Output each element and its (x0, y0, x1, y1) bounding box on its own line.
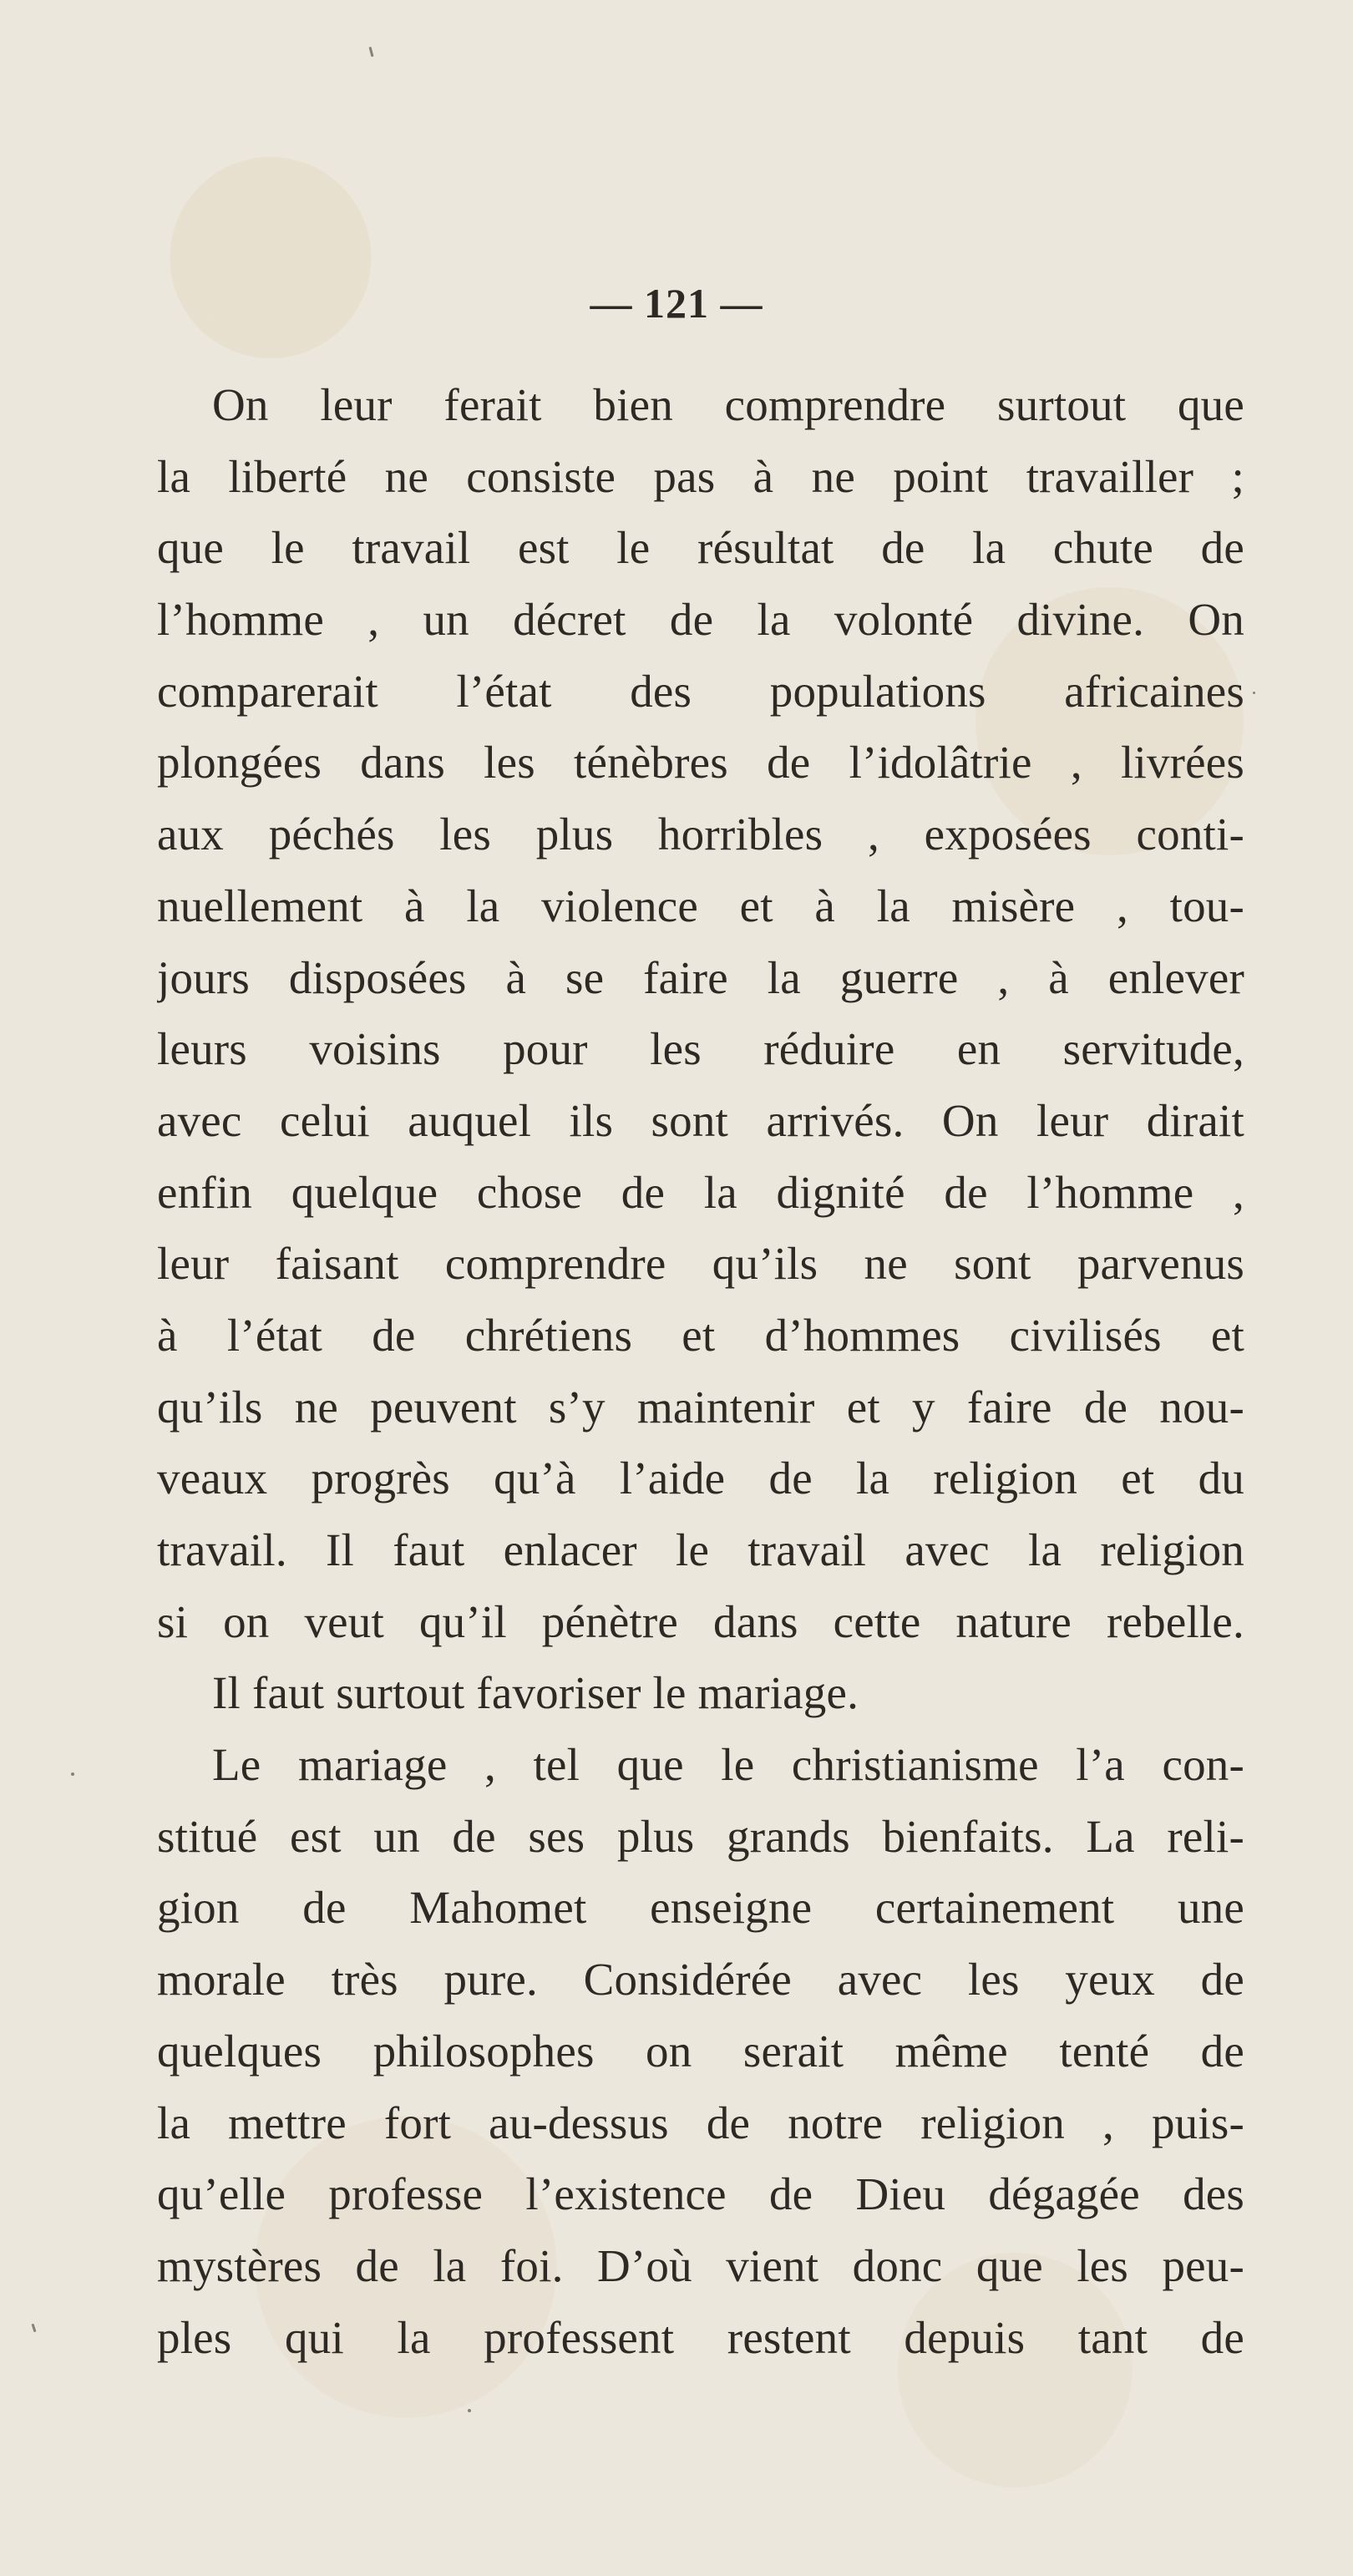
text-line: plongées dans les ténèbres de l’idolâtrie , livrées (157, 737, 1244, 789)
text-line: aux péchés les plus horribles , exposées conti- (157, 809, 1244, 860)
text-line: mystères de la foi. D’où vient donc que les peu- (157, 2239, 1244, 2291)
text-line: qu’elle professe l’existence de Dieu dégagée des (157, 2168, 1244, 2220)
paper-mark (32, 2324, 37, 2332)
text-line: On leur ferait bien comprendre surtout que (212, 379, 1244, 430)
text-line: ples qui la professent restent depuis tant de (157, 2311, 1244, 2363)
text-line: jours disposées à se faire la guerre , à enlever (157, 951, 1244, 1003)
text-line: l’homme , un décret de la volonté divine. On (157, 594, 1244, 646)
text-line: leurs voisins pour les réduire en servitude, (157, 1023, 1244, 1075)
text-line: la mettre fort au-dessus de notre religion , puis- (157, 2097, 1244, 2148)
text-line: qu’ils ne peuvent s’y maintenir et y faire de nou- (157, 1381, 1244, 1433)
page-number: — 121 — (590, 280, 763, 327)
paper-mark (368, 47, 373, 57)
text-line: Il faut surtout favoriser le mariage. (212, 1667, 859, 1719)
text-line: stitué est un de ses plus grands bienfaits. La reli- (157, 1810, 1244, 1862)
text-line: morale très pure. Considérée avec les yeux de (157, 1954, 1244, 2006)
page-text (157, 369, 1244, 2373)
text-line: comparerait l’état des populations africaines (157, 665, 1244, 717)
text-line: que le travail est le résultat de la chute de (157, 522, 1244, 574)
paper-mark (71, 1772, 74, 1776)
text-line: à l’état de chrétiens et d’hommes civilisés et (157, 1309, 1244, 1361)
paper-mark (468, 2409, 471, 2412)
text-line: veaux progrès qu’à l’aide de la religion et du (157, 1453, 1244, 1504)
text-line: nuellement à la violence et à la misère , tou- (157, 880, 1244, 931)
text-line: enfin quelque chose de la dignité de l’homme , (157, 1166, 1244, 1218)
paper-mark (1253, 692, 1255, 694)
text-line: si on veut qu’il pénètre dans cette nature rebelle. (157, 1595, 1244, 1647)
text-line: travail. Il faut enlacer le travail avec la religion (157, 1524, 1244, 1575)
text-line: gion de Mahomet enseigne certainement une (157, 1882, 1244, 1934)
text-line: la liberté ne consiste pas à ne point travailler ; (157, 450, 1244, 502)
text-line: leur faisant comprendre qu’ils ne sont parvenus (157, 1238, 1244, 1290)
text-line: Le mariage , tel que le christianisme l’a con- (212, 1739, 1244, 1791)
text-line: avec celui auquel ils sont arrivés. On leur dirait (157, 1094, 1244, 1146)
text-line: quelques philosophes on serait même tenté de (157, 2025, 1244, 2077)
